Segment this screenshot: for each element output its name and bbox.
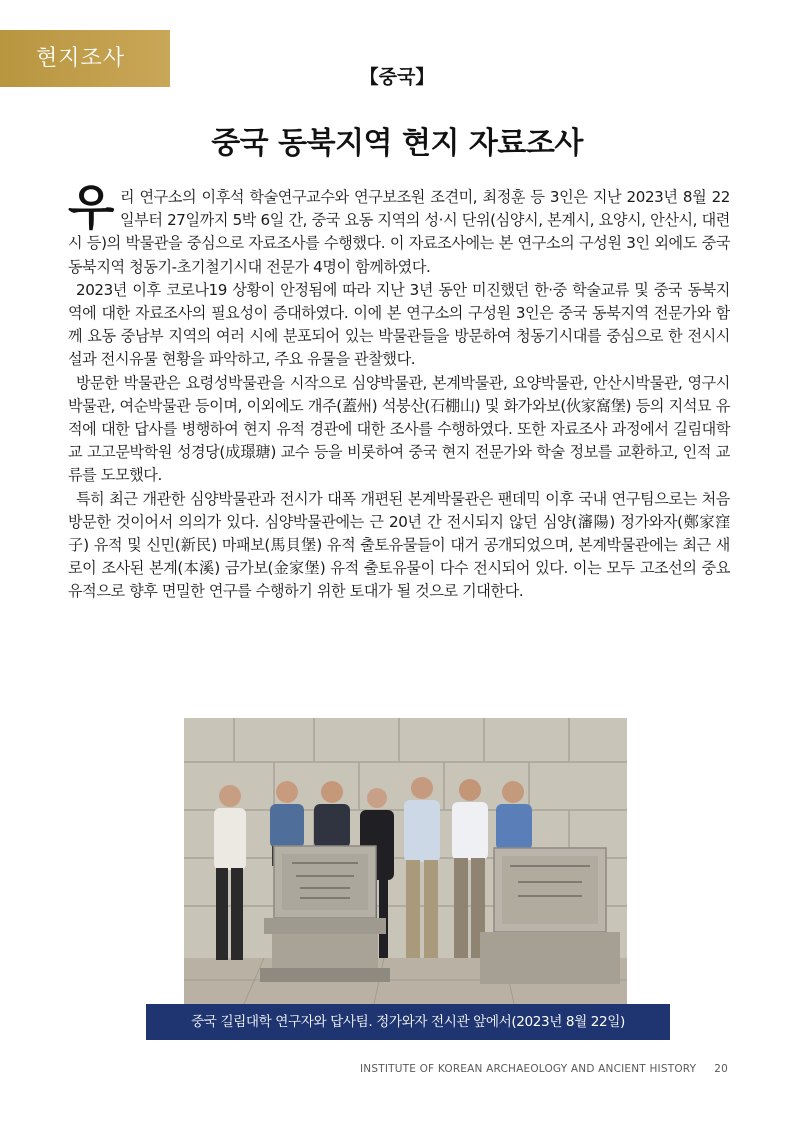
page-number: 20 [714, 1063, 728, 1075]
page-title: 중국 동북지역 현지 자료조사 [211, 126, 583, 161]
paragraph-1-text: 리 연구소의 이후석 학술연구교수와 연구보조원 조견미, 최정훈 등 3인은 지난 2023년 8월 22일부터 27일까지 5박 6일 간, 중국 요동 지역의 성·시 단위(심양시, 본계시, 요양시, 안산시, 대련시 등)의 박물관을 중심으로 자료조사를 수행했다. 이 자료조사에는 본 연구소의 구성원 3인 외에도 중국 동북지역 청동기-초기철기시대 전문가 4명이 함께하였다. [68, 188, 730, 276]
region-heading: 【중국】 [359, 66, 435, 88]
paragraph-3: 방문한 박물관은 요령성박물관을 시작으로 심양박물관, 본계박물관, 요양박물관, 안산시박물관, 영구시박물관, 여순박물관 등이며, 이외에도 개주(蓋州) 석붕산(石棚山) 및 화가와보(伙家窩堡) 등의 지석묘 유적에 대한 답사를 병행하여 현지 유적 경관에 대한 조사를 수행하였다. 또한 자료조사 과정에서 길림대학교 고고문박학원 성경당(成璟瑭) 교수 등을 비롯하여 중국 현지 전문가와 학술 정보를 교환하고, 인적 교류를 도모했다. [68, 373, 730, 485]
section-tab: 현지조사 [0, 30, 170, 87]
paragraph-1 [68, 180, 730, 279]
page-footer [360, 1063, 728, 1075]
paragraph-2: 2023년 이후 코로나19 상황이 안정됨에 따라 지난 3년 동안 미진했던 한·중 학술교류 및 중국 동북지역에 대한 자료조사의 필요성이 증대하였다. 이에 본 연구소의 구성원 3인은 중국 동북지역 전문가와 함께 요동 중남부 지역의 여러 시에 분포되어 있는 박물관들을 방문하여 청동기시대를 중심으로 한 전시시설과 전시유물 현황을 파악하고, 주요 유물을 관찰했다. [68, 280, 730, 369]
group-photo [184, 718, 627, 1004]
article-body [68, 180, 730, 604]
photo-caption: 중국 길림대학 연구자와 답사팀. 정가와자 전시관 앞에서(2023년 8월 22일) [146, 1004, 670, 1040]
drop-cap: 우 [68, 180, 114, 236]
footer-institute: INSTITUTE OF KOREAN ARCHAEOLOGY AND ANCIENT HISTORY [359, 1063, 697, 1075]
stone-stele-right [480, 848, 620, 984]
paragraph-4: 특히 최근 개관한 심양박물관과 전시가 대폭 개편된 본계박물관은 팬데믹 이후 국내 연구팀으로는 처음 방문한 것이어서 의의가 있다. 심양박물관에는 근 20년 간 전시되지 않던 심양(瀋陽) 정가와자(鄭家窪子) 유적 및 신민(新民) 마패보(馬貝堡) 유적 출토유물들이 대거 공개되었으며, 본계박물관에는 최근 새로이 조사된 본계(本溪) 금가보(金家堡) 유적 출토유물이 다수 전시되어 있다. 이는 모두 고조선의 중요 유적으로 향후 면밀한 연구를 수행하기 위한 토대가 될 것으로 기대한다. [68, 489, 730, 601]
stone-stele-left [260, 846, 390, 982]
